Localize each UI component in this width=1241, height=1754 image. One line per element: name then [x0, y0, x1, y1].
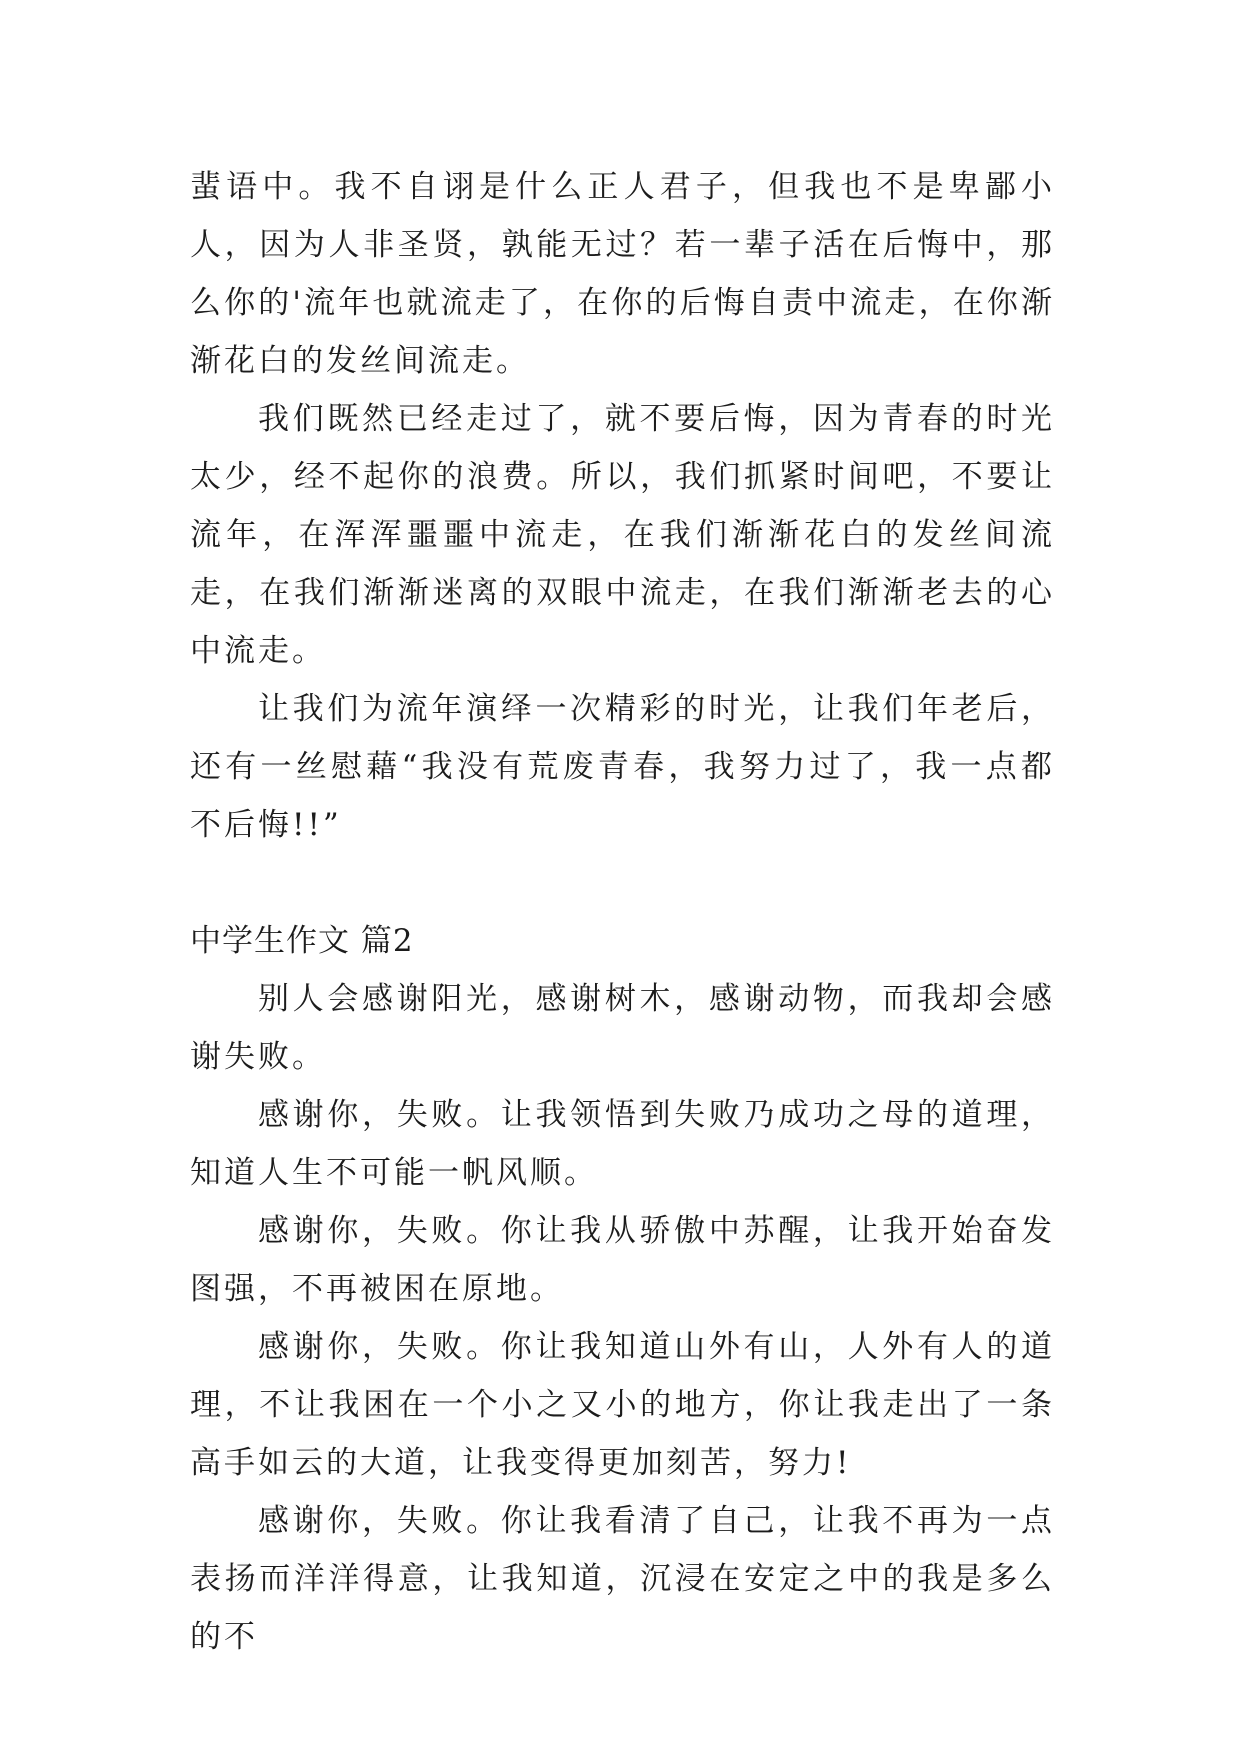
- paragraph-continuation: 蜚语中。我不自诩是什么正人君子，但我也不是卑鄙小人，因为人非圣贤，孰能无过？若一辈子活在后悔中，那么你的'流年也就流走了，在你的后悔自责中流走，在你渐渐花白的发丝间流走。: [190, 169, 1055, 379]
- paragraph: 让我们为流年演绎一次精彩的时光，让我们年老后，还有一丝慰藉“我没有荒废青春，我努力过了，我一点都不后悔!!”: [190, 691, 1055, 843]
- paragraph: 感谢你，失败。你让我从骄傲中苏醒，让我开始奋发图强，不再被困在原地。: [190, 1213, 1055, 1307]
- paragraph: 我们既然已经走过了，就不要后悔，因为青春的时光太少，经不起你的浪费。所以，我们抓紧时间吧，不要让流年，在浑浑噩噩中流走，在我们渐渐花白的发丝间流走，在我们渐渐迷离的双眼中流走，在我们渐渐老去的心中流走。: [190, 401, 1055, 669]
- document-body: [190, 158, 1055, 1666]
- paragraph: 感谢你，失败。你让我看清了自己，让我不再为一点表扬而洋洋得意，让我知道，沉浸在安定之中的我是多么的不: [190, 1503, 1055, 1655]
- paragraph: 别人会感谢阳光，感谢树木，感谢动物，而我却会感谢失败。: [190, 981, 1055, 1075]
- section-title: 中学生作文 篇2: [190, 923, 414, 959]
- paragraph: 感谢你，失败。你让我知道山外有山，人外有人的道理，不让我困在一个小之又小的地方，你让我走出了一条高手如云的大道，让我变得更加刻苦，努力!: [190, 1329, 1055, 1481]
- paragraph: 感谢你，失败。让我领悟到失败乃成功之母的道理，知道人生不可能一帆风顺。: [190, 1097, 1055, 1191]
